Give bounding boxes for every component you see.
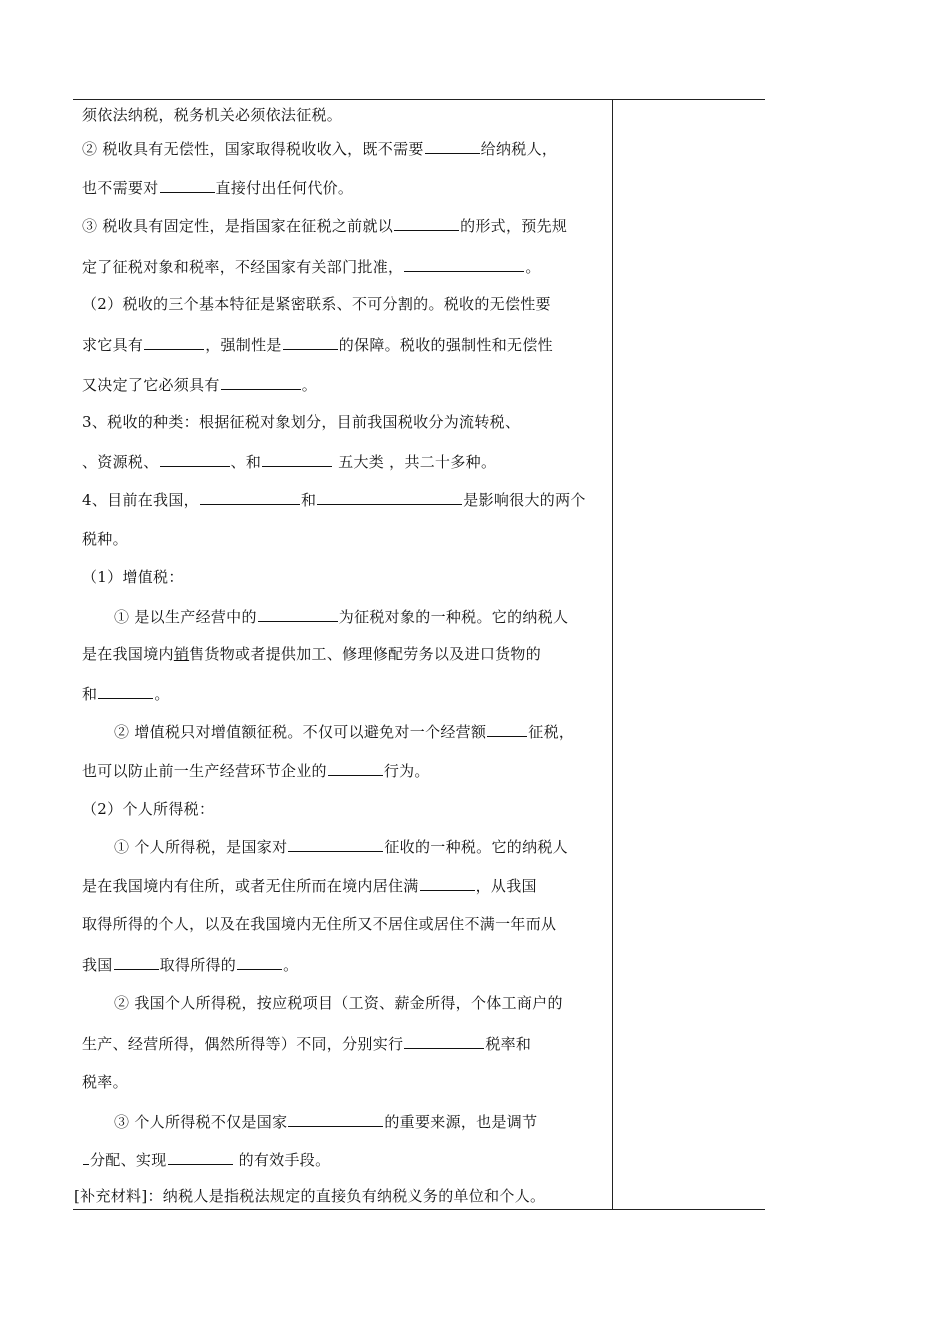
text-line: 求它具有 ，强制性是 的保障。税收的强制性和无偿性 bbox=[82, 336, 553, 354]
fill-blank[interactable] bbox=[258, 606, 338, 622]
fill-blank[interactable] bbox=[404, 1033, 484, 1049]
fill-blank[interactable] bbox=[83, 1149, 89, 1165]
text-line: ① 个人所得税，是国家对 征收的一种税。它的纳税人 bbox=[114, 838, 568, 856]
fill-blank[interactable] bbox=[487, 721, 527, 737]
fill-blank[interactable] bbox=[288, 1111, 383, 1127]
fill-blank[interactable] bbox=[221, 374, 301, 390]
supplementary-note: [补充材料]：纳税人是指税法规定的直接负有纳税义务的单位和个人。 bbox=[74, 1187, 546, 1205]
text-line: 须依法纳税，税务机关必须依法征税。 bbox=[82, 106, 343, 124]
fill-blank[interactable] bbox=[288, 836, 383, 852]
fill-blank[interactable] bbox=[160, 451, 230, 467]
fill-blank[interactable] bbox=[404, 256, 524, 272]
text-line: 也不需要对 直接付出任何代价。 bbox=[82, 179, 354, 197]
text-line: 3、税收的种类：根据征税对象划分，目前我国税收分为流转税、 bbox=[82, 413, 521, 431]
text-line: ② 增值税只对增值额征税。不仅可以避免对一个经营额 征税， bbox=[114, 723, 575, 741]
text-line: 、资源税、 、和 五大类 ，共二十多种。 bbox=[82, 453, 497, 471]
fill-blank[interactable] bbox=[160, 177, 215, 193]
text-line: 又决定了它必须具有 。 bbox=[82, 376, 318, 394]
fill-blank[interactable] bbox=[98, 683, 153, 699]
text-line: （2）个人所得税： bbox=[82, 800, 215, 818]
text-line: 税率。 bbox=[82, 1073, 128, 1091]
fill-blank[interactable] bbox=[283, 334, 338, 350]
text-line: 和 。 bbox=[82, 685, 170, 703]
text-line: ② 税收具有无偿性，国家取得税收收入，既不需要 给纳税人， bbox=[82, 140, 558, 158]
text-line: 定了征税对象和税率，不经国家有关部门批准， 。 bbox=[82, 258, 541, 276]
text-line: 税种。 bbox=[82, 530, 128, 548]
fill-blank[interactable] bbox=[200, 489, 300, 505]
text-line: ③ 个人所得税不仅是国家 的重要来源，也是调节 bbox=[114, 1113, 538, 1131]
text-line: 我国 取得所得的 。 bbox=[82, 956, 299, 974]
text-line: 4、目前在我国， 和 是影响很大的两个 bbox=[82, 491, 586, 509]
text-line: ① 是以生产经营中的 为征税对象的一种税。它的纳税人 bbox=[114, 608, 569, 626]
text-line: 是在我国境内有住所，或者无住所而在境内居住满 ，从我国 bbox=[82, 877, 537, 895]
text-line: 分配、实现 的有效手段。 bbox=[82, 1149, 330, 1170]
fill-blank[interactable] bbox=[144, 334, 204, 350]
text-line: 是在我国境内销售货物或者提供加工、修理修配劳务以及进口货物的 bbox=[82, 645, 542, 663]
fill-blank[interactable] bbox=[168, 1149, 233, 1165]
text-line: （1）增值税： bbox=[82, 568, 184, 586]
fill-blank[interactable] bbox=[425, 138, 480, 154]
fill-blank[interactable] bbox=[394, 215, 459, 231]
text-line: （2）税收的三个基本特征是紧密联系、不可分割的。税收的无偿性要 bbox=[82, 295, 551, 313]
fill-blank[interactable] bbox=[420, 875, 475, 891]
fill-blank[interactable] bbox=[328, 760, 383, 776]
column-divider bbox=[612, 99, 613, 1210]
fill-blank[interactable] bbox=[237, 954, 282, 970]
text-line: 生产、经营所得，偶然所得等）不同，分别实行 税率和 bbox=[82, 1035, 532, 1053]
fill-blank[interactable] bbox=[114, 954, 159, 970]
text-line: ③ 税收具有固定性，是指国家在征税之前就以 的形式，预先规 bbox=[82, 217, 568, 235]
fill-blank[interactable] bbox=[262, 451, 332, 467]
text-line: 也可以防止前一生产经营环节企业的 行为。 bbox=[82, 762, 430, 780]
text-line: 取得所得的个人，以及在我国境内无住所又不居住或居住不满一年而从 bbox=[82, 915, 557, 933]
text-line: ② 我国个人所得税，按应税项目（工资、薪金所得，个体工商户的 bbox=[114, 994, 563, 1012]
fill-blank[interactable] bbox=[317, 489, 462, 505]
